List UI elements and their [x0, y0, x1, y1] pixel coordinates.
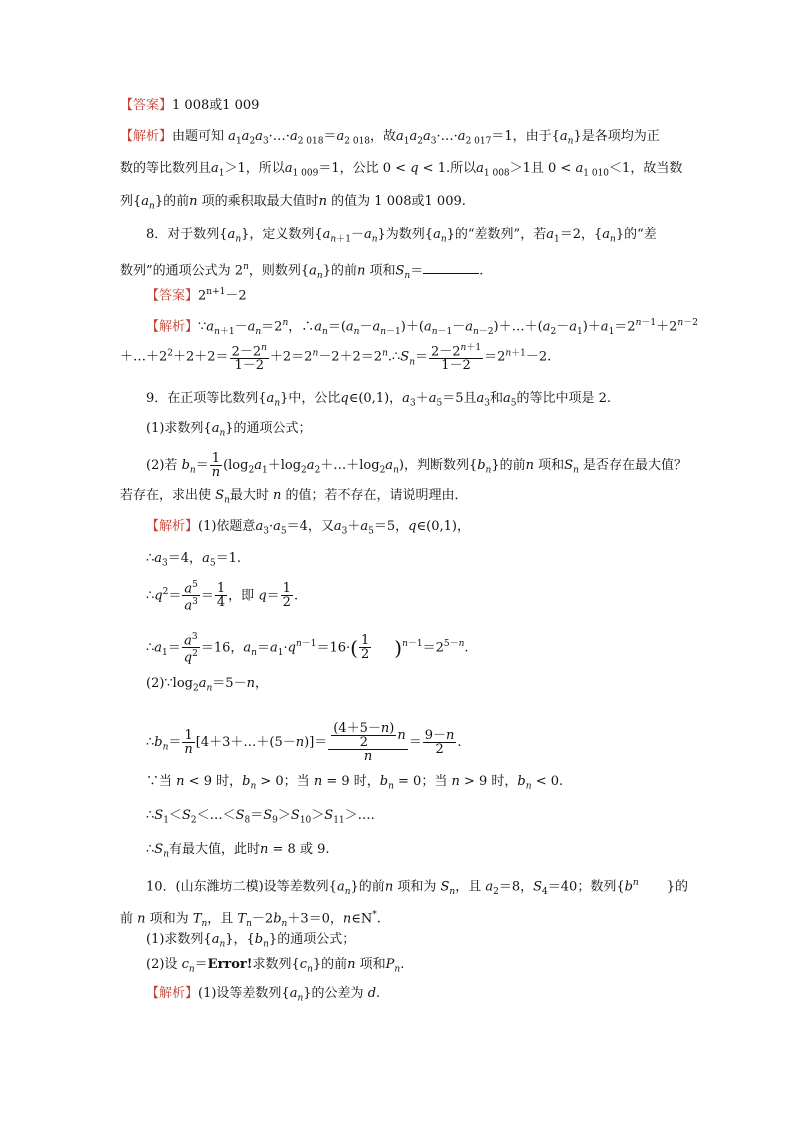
q9-solution-1: 【解析】(1)依题意$a_3\cdot a_5=4$，又$a_3+a_5=5$，q∈(0,1)，: [146, 519, 470, 537]
text: }中，公比: [280, 391, 341, 406]
text: }的前: [154, 194, 190, 209]
analysis-tag: 【解析】: [146, 519, 199, 534]
q7-answer: 1 008或1 009: [172, 98, 260, 113]
q8-answer-tail: －2: [225, 288, 247, 304]
text: ，且: [455, 879, 482, 895]
text: (1)依题意: [198, 519, 256, 534]
text: }为数列{: [377, 227, 434, 242]
text: 项和为: [149, 911, 189, 927]
fraction: $\frac{1}{2}$: [282, 581, 291, 611]
error-field: Error!: [207, 957, 253, 972]
q10-stem-line-1: 10．(山东潍坊二模)设等差数列$\{a_n\}$的前n 项和为 $S_n$，且 $a_2=8$，$S_4=40$；数列{$b^n$ }的: [146, 878, 688, 897]
q7-analysis-line-2: 数的等比数列且$a_1>1$，所以$a_{1 009}=1$，公比 0 < q < 1.所以$a_{1 008}>1$且 $0 < a_{1 010}<1$，故当数: [120, 161, 683, 179]
text: ，所以: [245, 161, 285, 176]
text: 项和: [359, 957, 386, 972]
text: ，即: [228, 588, 255, 604]
q10-analysis: 【解析】(1)设等差数列$\{a_n\}$的公差为 d.: [146, 986, 381, 1004]
analysis-tag: 【解析】: [146, 319, 199, 335]
text: = 0；当: [398, 774, 448, 789]
q7-answer-line: [120, 97, 259, 115]
text: 项和: [369, 263, 396, 279]
text: 9．在正项等比数列{: [146, 391, 267, 406]
q10-stem-line-2: 前 n 项和为 $T_n$，且 $T_n-2b_n+3=0$，n∈N*.: [120, 910, 381, 929]
text: 的值为 1 008或1 009.: [331, 194, 466, 209]
text: }的通项公式；: [225, 421, 312, 436]
text: 的值；若不存在，请说明理由．: [285, 488, 468, 503]
text: = 8 或 9.: [272, 842, 330, 857]
fraction: $\frac{1}{4}$: [216, 581, 226, 611]
text: ，判断数列{: [403, 458, 478, 473]
q7-analysis-line-3: 列$\{a_n\}$的前n 项的乘积取最大值时n 的值为 1 008或1 009.: [120, 194, 466, 212]
text: 和: [489, 391, 503, 406]
text: 项和为: [397, 879, 437, 895]
analysis-tag: 【解析】: [120, 129, 173, 144]
text: ，则数列{: [248, 263, 310, 279]
text: ，: [329, 911, 343, 927]
text: 的等比中项是 2.: [516, 391, 612, 406]
fraction: $\frac{1}{n}$: [184, 728, 193, 757]
q9-solution-4: $\therefore a_1=$ $\frac{a^3}{q^2}$ ＝16，$a_n=a_1\cdot q^{n-1}=16\cdot$( $\frac{1}{2}$ )$^{n-1}=2^{5-n}$.: [146, 632, 469, 666]
text: 10．(山东潍坊二模)设等差数列{: [146, 879, 337, 895]
text: ∵当: [146, 774, 173, 789]
text: }的“差: [615, 227, 657, 242]
text: 且 0 <: [530, 161, 572, 176]
text: (log: [223, 458, 249, 473]
text: 数的等比数列且: [120, 161, 212, 176]
q8-analysis-line-1: 【解析】$\because a_{n+1}-a_n=2^n$，$\therefore a_n=(a_n-a_{n-1})+(a_{n-1}-a_{n-2})+\dots+(a_2-a_1)+a_1=2^{n-1}+2^{n-2}$: [146, 318, 698, 337]
text: (2)∵log: [146, 676, 193, 691]
text: ∈(0,1)，: [416, 519, 470, 534]
text: }，定义数列{: [241, 227, 323, 242]
q8-answer-exponent: n+1: [206, 287, 226, 297]
fraction: $\frac{9-n}{2}$: [424, 728, 455, 757]
q9-part-2: (2)若 $b_n=$ $\frac{1}{n}$ $(\log_2a_1+\log_2a_2+\dots+\log_2a_n)$，判断数列$\{b_n\}$的前n 项和$S_n$ 是否存在最大值？: [146, 451, 688, 480]
q9-part-1: (1)求数列$\{a_n\}$的通项公式；: [146, 421, 312, 439]
q9-solution-3: $\therefore q^2=$ $\frac{a^5}{a^3}$ ＝ $\frac{1}{4}$ ，即 q＝ $\frac{1}{2}$ .: [146, 580, 299, 614]
text: ，又: [307, 519, 334, 534]
text: }的前: [491, 458, 526, 473]
q10-part-1: (1)求数列$\{a_n\}$，$\{b_n\}$的通项公式；: [146, 932, 356, 950]
text: 求数列{: [252, 957, 300, 972]
text: ；数列{: [577, 879, 625, 895]
q9-solution-2: $\therefore a_3=4$，$a_5=1$.: [146, 551, 241, 569]
text: 且: [463, 391, 477, 406]
answer-tag: 【答案】: [146, 288, 199, 304]
fraction: $\frac{1}{2}$: [360, 633, 370, 663]
text: }的“差数列”，若: [446, 227, 547, 242]
text: }的公差为: [303, 986, 364, 1001]
text: > 9 时，: [463, 774, 518, 789]
text: (1)求数列{: [146, 932, 212, 947]
text: 项和: [538, 458, 565, 473]
text: 数列”的通项公式为: [120, 263, 231, 279]
q9-stem: 9．在正项等比数列$\{a_n\}$中，公比q∈(0,1)，$a_3+a_5=5$且$a_3$和$a_5$的等比中项是 2.: [146, 391, 612, 409]
q9-part-2-cont: 若存在，求出使 $S_n$最大时 n 的值；若不存在，请说明理由．: [120, 488, 468, 506]
text: ，故: [370, 129, 397, 144]
text: (2)设: [146, 957, 178, 972]
text: ，且: [207, 911, 234, 927]
text: (2)若: [146, 458, 178, 473]
answer-tag: 【答案】: [120, 98, 173, 113]
text: ，公比 0 <: [339, 161, 407, 176]
text: 有最大值，此时: [168, 842, 260, 857]
text: }，{: [225, 932, 255, 947]
text: < 1.所以: [422, 161, 477, 176]
q9-solution-6: $\therefore b_n=$ $\frac{1}{n}$ [4＋3＋…＋(5－n)]＝ $\frac{(4+5-n)}{2}$ n n ＝ $\frac{9-n}{2}$ .: [146, 721, 462, 764]
text: 最大时: [229, 488, 269, 503]
text: (1)求数列{: [146, 421, 212, 436]
text: ∈(0,1)，: [348, 391, 403, 406]
text: }的前: [322, 263, 357, 279]
text: 由题可知: [172, 129, 225, 144]
fraction: $\frac{a^3}{q^2}$: [183, 632, 198, 666]
text: > 0；当: [260, 774, 310, 789]
text: }的: [666, 879, 688, 895]
text: ，由于{: [512, 129, 560, 144]
q9-solution-5: $(2)\because\log_2a_n=5-n$，: [146, 676, 268, 694]
text: (1)设等差数列{: [198, 986, 290, 1001]
answer-blank: [423, 261, 479, 274]
text: 项的乘积取最大值时: [201, 194, 319, 209]
text: < 9 时，: [188, 774, 243, 789]
text: ，{: [581, 227, 603, 242]
text: 列{: [120, 194, 142, 209]
fraction: $\frac{2-2^n}{1-2}$: [231, 343, 267, 374]
q8-stem-line-2: 数列”的通项公式为 2$^n$，则数列$\{a_n\}$的前n 项和$S_n=$ .: [120, 262, 484, 281]
q8-answer-line: [146, 283, 247, 305]
text: }是各项均为正: [573, 129, 660, 144]
fraction: $\frac{1}{n}$: [211, 451, 221, 480]
q9-solution-9: $\therefore S_n$有最大值，此时n = 8 或 9.: [146, 842, 330, 860]
text: 前: [120, 911, 134, 927]
text: }的前: [312, 957, 348, 972]
q7-analysis-line-1: 【解析】由题可知 $a_1a_2a_3\cdot\dots\cdot a_{2 018}=a_{2 018}$，故$a_1a_2a_3\cdot\dots\cdot a_{2 017}=1$，由于$\{a_n\}$是各项均为正: [120, 129, 660, 147]
text: 若存在，求出使: [120, 488, 212, 503]
text: = 9 时，: [326, 774, 380, 789]
fraction: $\frac{(4+5-n)}{2}$ n n: [328, 722, 407, 763]
text: ∴: [146, 842, 155, 857]
text: ，故当数: [630, 161, 683, 176]
fraction: $\frac{2-2^{n+1}}{1-2}$: [431, 343, 482, 374]
q9-solution-8: $\therefore S_1<S_2<\dots<S_8=S_9>S_{10}>S_{11}>\dots$.: [146, 808, 375, 826]
text: 是否存在最大值？: [583, 458, 688, 473]
text: }的通项公式；: [268, 932, 356, 947]
text: }的前: [350, 879, 385, 895]
q8-stem-line-1: 8．对于数列$\{a_n\}$，定义数列$\{a_{n+1}-a_n\}$为数列$\{a_n\}$的“差数列”，若$a_1=2$，$\{a_n\}$的“差: [146, 227, 657, 245]
text: < 0.: [535, 774, 564, 789]
q9-solution-7: ∵当 n < 9 时，$b_n > 0$；当 n = 9 时，$b_n = 0$；当 n > 9 时，$b_n < 0$.: [146, 774, 564, 792]
q8-answer: 2: [198, 288, 207, 304]
text: 8．对于数列{: [146, 227, 228, 242]
q10-part-2: (2)设 $c_n=Error$!求数列$\{c_n\}$的前n 项和$P_n$.: [146, 957, 405, 975]
analysis-tag: 【解析】: [146, 986, 199, 1001]
q8-analysis-line-2: $+\dots+2^2+2+2=$ $\frac{2-2^n}{1-2}$ $+2=2^n-2+2=2^n.\therefore S_n=$ $\frac{2-2^{n+1}}{1-2}$ $=2^{n+1}-2$.: [120, 343, 552, 374]
fraction: $\frac{a^5}{a^3}$: [184, 580, 198, 614]
